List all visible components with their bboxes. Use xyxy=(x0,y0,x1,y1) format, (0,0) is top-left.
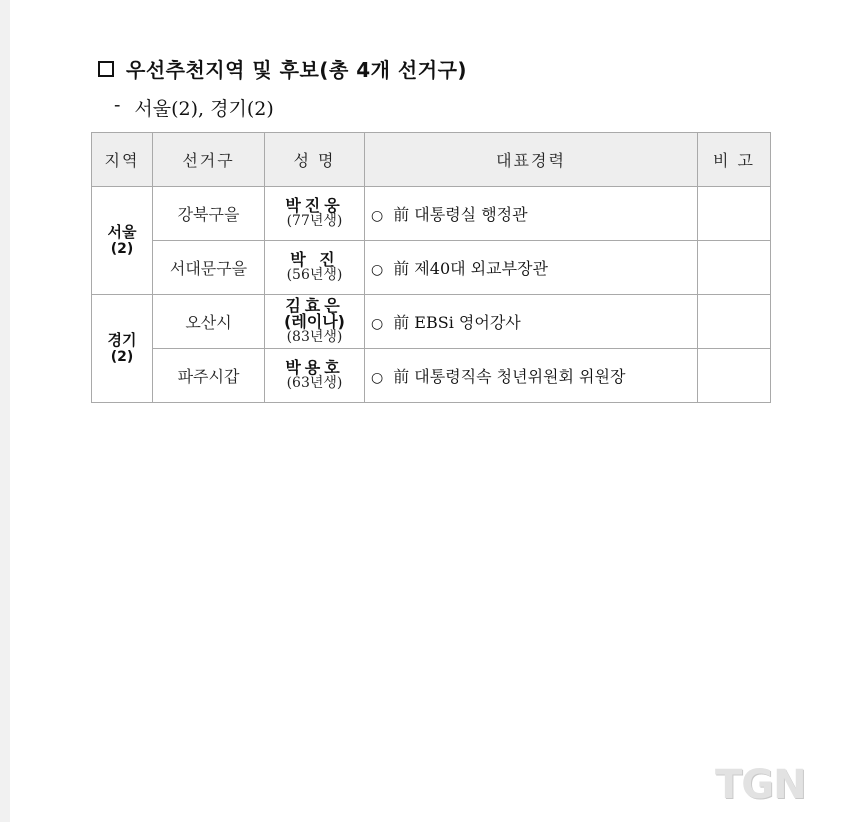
career-text: 前 대통령직속 청년위원회 위원장 xyxy=(393,367,626,386)
note-cell xyxy=(698,187,771,241)
header-region: 지역 xyxy=(92,133,153,187)
candidate-birth: (63년생) xyxy=(286,375,343,391)
career-cell xyxy=(365,349,698,403)
table-row xyxy=(92,295,771,349)
district-cell: 오산시 xyxy=(153,295,265,349)
career-text: 前 EBSi 영어강사 xyxy=(393,313,521,332)
district-cell: 파주시갑 xyxy=(153,349,265,403)
region-name: 경기 xyxy=(107,331,137,349)
table-row xyxy=(92,187,771,241)
header-career: 대표경력 xyxy=(365,133,698,187)
table-row xyxy=(92,349,771,403)
region-name: 서울 xyxy=(107,223,137,241)
table-header-row xyxy=(92,133,771,187)
district-cell: 서대문구을 xyxy=(153,241,265,295)
note-cell xyxy=(698,295,771,349)
bullet-icon: ○ xyxy=(371,208,384,224)
career-cell xyxy=(365,241,698,295)
name-cell xyxy=(265,295,365,349)
candidate-name: 김효은 xyxy=(285,296,344,315)
candidate-nickname: (레이나) xyxy=(284,312,345,331)
header-note: 비 고 xyxy=(698,133,771,187)
candidate-table xyxy=(91,132,771,403)
career-cell xyxy=(365,187,698,241)
candidate-birth: (83년생) xyxy=(286,329,343,345)
career-text: 前 대통령실 행정관 xyxy=(393,205,528,224)
checkbox-icon xyxy=(98,61,114,77)
candidate-name: 박진웅 xyxy=(285,196,344,215)
table-row xyxy=(92,241,771,295)
header-district: 선거구 xyxy=(153,133,265,187)
watermark-logo: TGN xyxy=(715,762,806,808)
bullet-icon: ○ xyxy=(371,262,384,278)
sub-heading-text: 서울(2), 경기(2) xyxy=(134,98,274,120)
region-cell xyxy=(92,295,153,403)
candidate-name: 박용호 xyxy=(285,358,344,377)
region-count: (2) xyxy=(110,349,134,365)
bullet-icon: ○ xyxy=(371,316,384,332)
note-cell xyxy=(698,349,771,403)
header-name: 성 명 xyxy=(265,133,365,187)
note-cell xyxy=(698,241,771,295)
sub-heading-dash: - xyxy=(114,94,121,116)
section-heading xyxy=(98,54,467,83)
candidate-name: 박 진 xyxy=(290,250,339,269)
sub-heading xyxy=(114,94,274,121)
region-cell xyxy=(92,187,153,295)
candidate-birth: (56년생) xyxy=(286,267,343,283)
name-cell xyxy=(265,349,365,403)
candidate-birth: (77년생) xyxy=(286,213,343,229)
name-cell xyxy=(265,187,365,241)
bullet-icon: ○ xyxy=(371,370,384,386)
career-cell xyxy=(365,295,698,349)
region-count: (2) xyxy=(110,241,134,257)
career-text: 前 제40대 외교부장관 xyxy=(393,259,548,278)
heading-text: 우선추천지역 및 후보(총 4개 선거구) xyxy=(126,58,468,82)
district-cell: 강북구을 xyxy=(153,187,265,241)
name-cell xyxy=(265,241,365,295)
document-page xyxy=(10,0,850,822)
